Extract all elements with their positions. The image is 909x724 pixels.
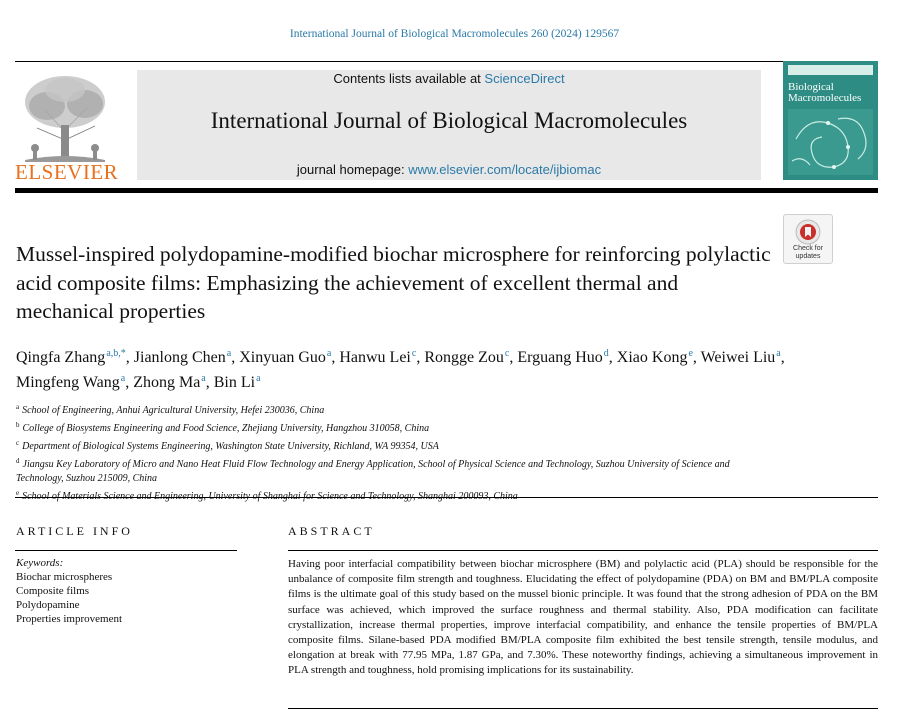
author-name[interactable]: Rongge Zou (424, 349, 504, 366)
cover-header-strip (788, 65, 873, 75)
author-affiliation-marker[interactable]: a (326, 348, 332, 359)
author-separator: , (509, 349, 518, 366)
affiliation-text: Department of Biological Systems Engineering, Washington State University, Richland, WA 99354, USA (22, 441, 439, 452)
cover-artwork (788, 109, 873, 175)
author-separator: , (416, 349, 425, 366)
author-separator: , (331, 349, 340, 366)
author-separator: , (608, 349, 617, 366)
abstract-text: Having poor interfacial compatibility between biochar microsphere (BM) and polylactic acid (PLA) should be responsible for the unbalance of composite film strength and toughness. Elucidating the effect of polydopamine (PDA) on BM and BM/PLA composite films is the ultimate goal of this study based on the mussel bionic principle. It was found that the strong adhesion of PDA on the BM surface was achieved, which improved the surface roughness and thermal stability. Also, PDA modification can facilitate crystallization, increase thermal properties, improve interfacial compatibility, and enhance the tensile properties of BM/PLA composite films. Silane-based PDA modified BM/PLA composite film exhibited the best tensile strength, tensile modulus, and elongation at break with 77.95 MPa, 1.87 GPa, and 7.30%. These noteworthy findings, achieving a simultaneous improvement in PLA strength and toughness, hold promising implications for its sustainability. (288, 558, 878, 677)
article-info-rule (15, 550, 237, 551)
sciencedirect-link[interactable]: ScienceDirect (484, 71, 565, 86)
author-affiliation-marker[interactable]: d (603, 348, 609, 359)
author-name[interactable]: Jianlong Chen (133, 349, 226, 366)
author-affiliation-marker[interactable]: c (411, 348, 417, 359)
author-separator: , (231, 349, 240, 366)
abstract-rule (288, 550, 878, 551)
affiliation-key: e (16, 489, 20, 497)
thick-rule (15, 188, 878, 193)
author-separator: , (205, 374, 214, 391)
affiliation-item (16, 400, 776, 418)
affiliation-text: School of Engineering, Anhui Agricultural University, Hefei 230036, China (22, 405, 325, 416)
author-affiliation-marker[interactable]: e (688, 348, 693, 359)
abstract-heading: ABSTRACT (288, 524, 375, 538)
contents-prefix: Contents lists available at (333, 71, 485, 86)
author-name[interactable]: Erguang Huo (517, 349, 603, 366)
keyword-item[interactable]: Polydopamine (16, 599, 80, 611)
journal-title: International Journal of Biological Macromolecules (210, 108, 688, 133)
keywords-label: Keywords: (16, 557, 64, 569)
journal-banner (137, 70, 761, 180)
author-affiliation-marker[interactable]: a,b,* (106, 348, 126, 359)
homepage-link[interactable]: www.elsevier.com/locate/ijbiomac (408, 162, 602, 177)
author-separator: , (692, 349, 701, 366)
author-affiliation-marker[interactable]: a (226, 348, 232, 359)
check-for-updates-icon (795, 219, 821, 245)
author-name[interactable]: Qingfa Zhang (16, 349, 106, 366)
affiliation-key: d (16, 457, 20, 465)
contents-line (137, 71, 761, 86)
article-title: Mussel-inspired polydopamine-modified biochar microsphere for reinforcing polylactic acid composite films: Emphasizing the achievement of excellent thermal and mechanical properties (16, 242, 771, 323)
author-separator: , (780, 349, 785, 366)
elsevier-wordmark: ELSEVIER (15, 160, 119, 184)
author-name[interactable]: Hanwu Lei (339, 349, 411, 366)
author-affiliation-marker[interactable]: a (256, 373, 261, 384)
author-name[interactable]: Weiwei Liu (700, 349, 776, 366)
bottom-rule (288, 708, 878, 709)
keywords-block (16, 556, 236, 626)
homepage-line (137, 162, 761, 177)
keyword-item[interactable]: Composite films (16, 585, 90, 597)
affiliation-key: c (16, 439, 20, 447)
affiliation-item (16, 436, 776, 454)
author-affiliation-marker[interactable]: c (504, 348, 510, 359)
affiliation-item (16, 486, 776, 504)
author-list (16, 343, 806, 393)
check-label-line1: Check for (793, 245, 823, 252)
author-affiliation-marker[interactable]: a (120, 373, 126, 384)
cover-title-line2: Macromolecules (788, 92, 862, 104)
cover-title-line1: Biological (788, 81, 834, 93)
affiliation-text: Jiangsu Key Laboratory of Micro and Nano Heat Fluid Flow Technology and Energy Application, School of Physical Science and Technology, Suzhou University of Science and Technology, Suzhou 215009, China (16, 459, 730, 484)
author-name[interactable]: Mingfeng Wang (16, 374, 120, 391)
affiliation-key: b (16, 421, 20, 429)
top-rule (15, 61, 878, 62)
author-affiliation-marker[interactable]: a (776, 348, 781, 359)
author-name[interactable]: Zhong Ma (133, 374, 201, 391)
keyword-item[interactable]: Biochar microspheres (16, 571, 113, 583)
mid-rule (15, 497, 878, 498)
affiliation-item (16, 454, 776, 486)
affiliation-list (16, 400, 776, 504)
author-separator: , (125, 374, 134, 391)
affiliation-item (16, 418, 776, 436)
check-for-updates-button[interactable] (783, 214, 833, 264)
article-info-heading: ARTICLE INFO (16, 524, 133, 538)
author-name[interactable]: Bin Li (213, 374, 256, 391)
author-affiliation-marker[interactable]: a (201, 373, 206, 384)
author-name[interactable]: Xiao Kong (616, 349, 688, 366)
affiliation-key: a (16, 403, 20, 411)
keyword-item[interactable]: Properties improvement (16, 613, 123, 625)
author-name[interactable]: Xinyuan Guo (239, 349, 326, 366)
check-for-updates-label (784, 245, 832, 260)
author-separator: , (125, 349, 134, 366)
running-head[interactable]: International Journal of Biological Macromolecules 260 (2024) 129567 (289, 28, 620, 40)
cover-title (788, 82, 876, 104)
affiliation-text: College of Biosystems Engineering and Food Science, Zhejiang University, Hangzhou 310058, China (22, 423, 430, 434)
homepage-prefix: journal homepage: (296, 162, 409, 177)
check-label-line2: updates (795, 252, 821, 260)
journal-cover[interactable] (783, 61, 878, 180)
